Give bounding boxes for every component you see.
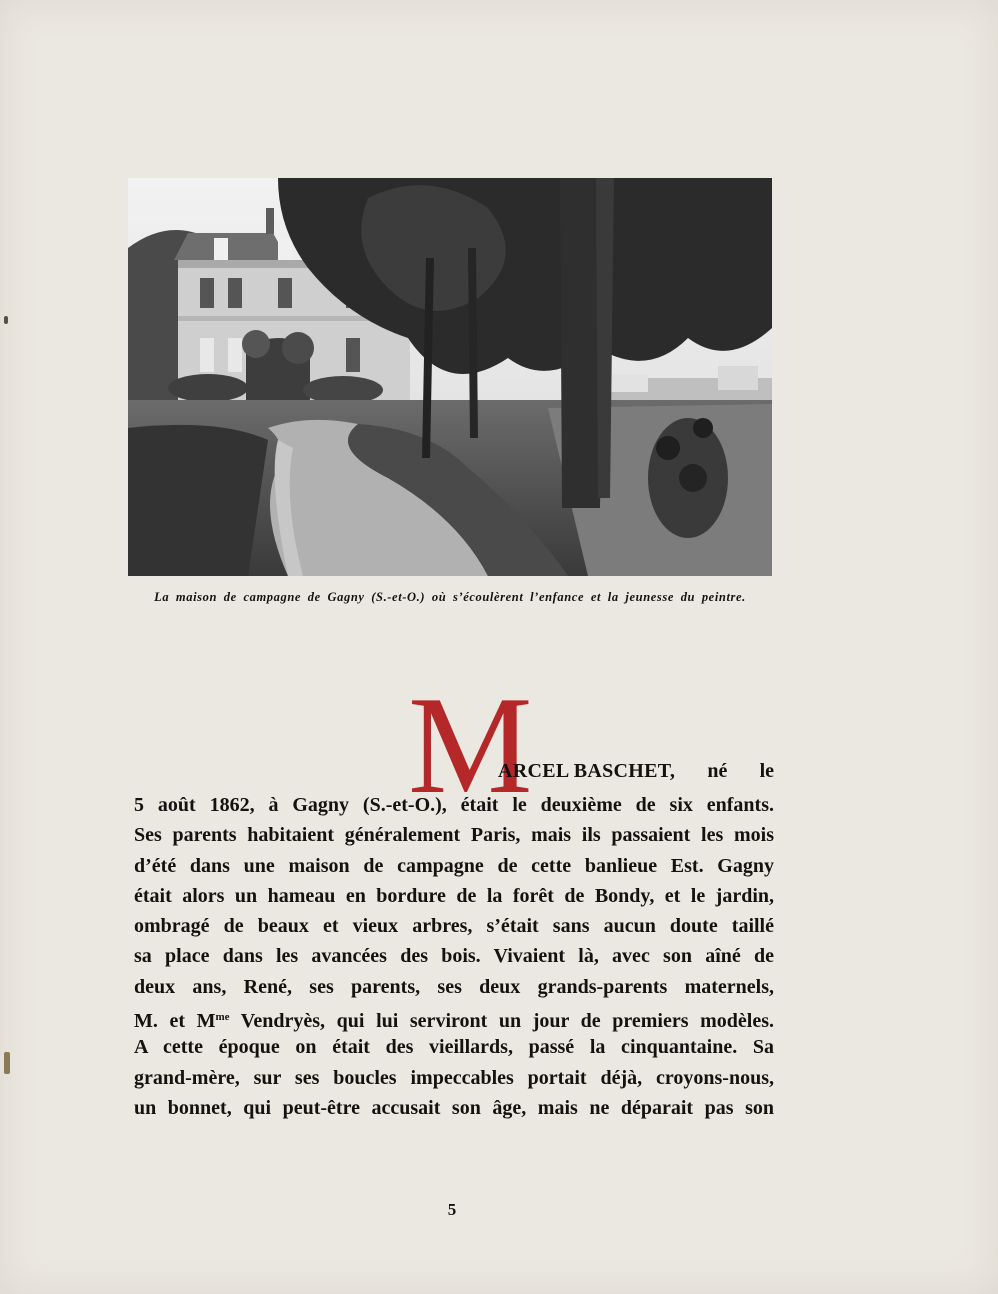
text-fragment: Vendryès, qui lui serviront un jour de premiers modèles. [229, 1010, 774, 1033]
text-line-content: grand-mère, sur ses boucles impeccables portait déjà, croyons-nous, [134, 1066, 774, 1089]
text-line [134, 1063, 774, 1093]
text-line-content [134, 1010, 774, 1032]
text-line [134, 790, 774, 820]
margin-mark [4, 1052, 10, 1074]
text-line-content: un bonnet, qui peut-être accusait son âge, mais ne déparait pas son [134, 1096, 774, 1119]
text-line [134, 972, 774, 1002]
first-line-word: né [707, 760, 728, 782]
margin-mark [4, 316, 8, 324]
house-photograph-drawing [128, 178, 772, 576]
text-line [134, 851, 774, 881]
first-line-lead: ARCEL BASCHET, [498, 760, 676, 782]
text-line-content: était alors un hameau en bordure de la forêt de Bondy, et le jardin, [134, 884, 774, 907]
first-line-word: le [759, 760, 774, 782]
text-fragment: M. et M [134, 1010, 216, 1033]
drop-cap: M [408, 668, 533, 823]
text-line-content: sa place dans les avancées des bois. Vivaient là, avec son aîné de [134, 945, 774, 968]
body-paragraph [134, 790, 774, 1123]
text-line [134, 1002, 774, 1032]
text-line [134, 1093, 774, 1123]
text-line [134, 941, 774, 971]
text-line-content: 5 août 1862, à Gagny (S.-et-O.), était le deuxième de six enfants. [134, 794, 774, 816]
text-line [134, 881, 774, 911]
text-line-content: d’été dans une maison de campagne de cette banlieue Est. Gagny [134, 854, 774, 877]
first-line [498, 760, 774, 783]
text-line-content: ombragé de beaux et vieux arbres, s’était sans aucun doute taillé [134, 915, 774, 938]
house-photograph [128, 178, 772, 576]
text-line-content: A cette époque on était des vieillards, passé la cinquantaine. Sa [134, 1036, 774, 1059]
text-line [134, 820, 774, 850]
text-line [134, 911, 774, 941]
text-line-content: deux ans, René, ses parents, ses deux grands-parents maternels, [134, 975, 774, 998]
text-line [134, 1032, 774, 1062]
superscript: me [215, 1011, 230, 1024]
photo-caption: La maison de campagne de Gagny (S.-et-O.) où s’écoulèrent l’enfance et la jeunesse du peintre. [154, 590, 746, 604]
text-line-content: Ses parents habitaient généralement Paris, mais ils passaient les mois [134, 824, 774, 847]
page-number: 5 [447, 1200, 457, 1219]
